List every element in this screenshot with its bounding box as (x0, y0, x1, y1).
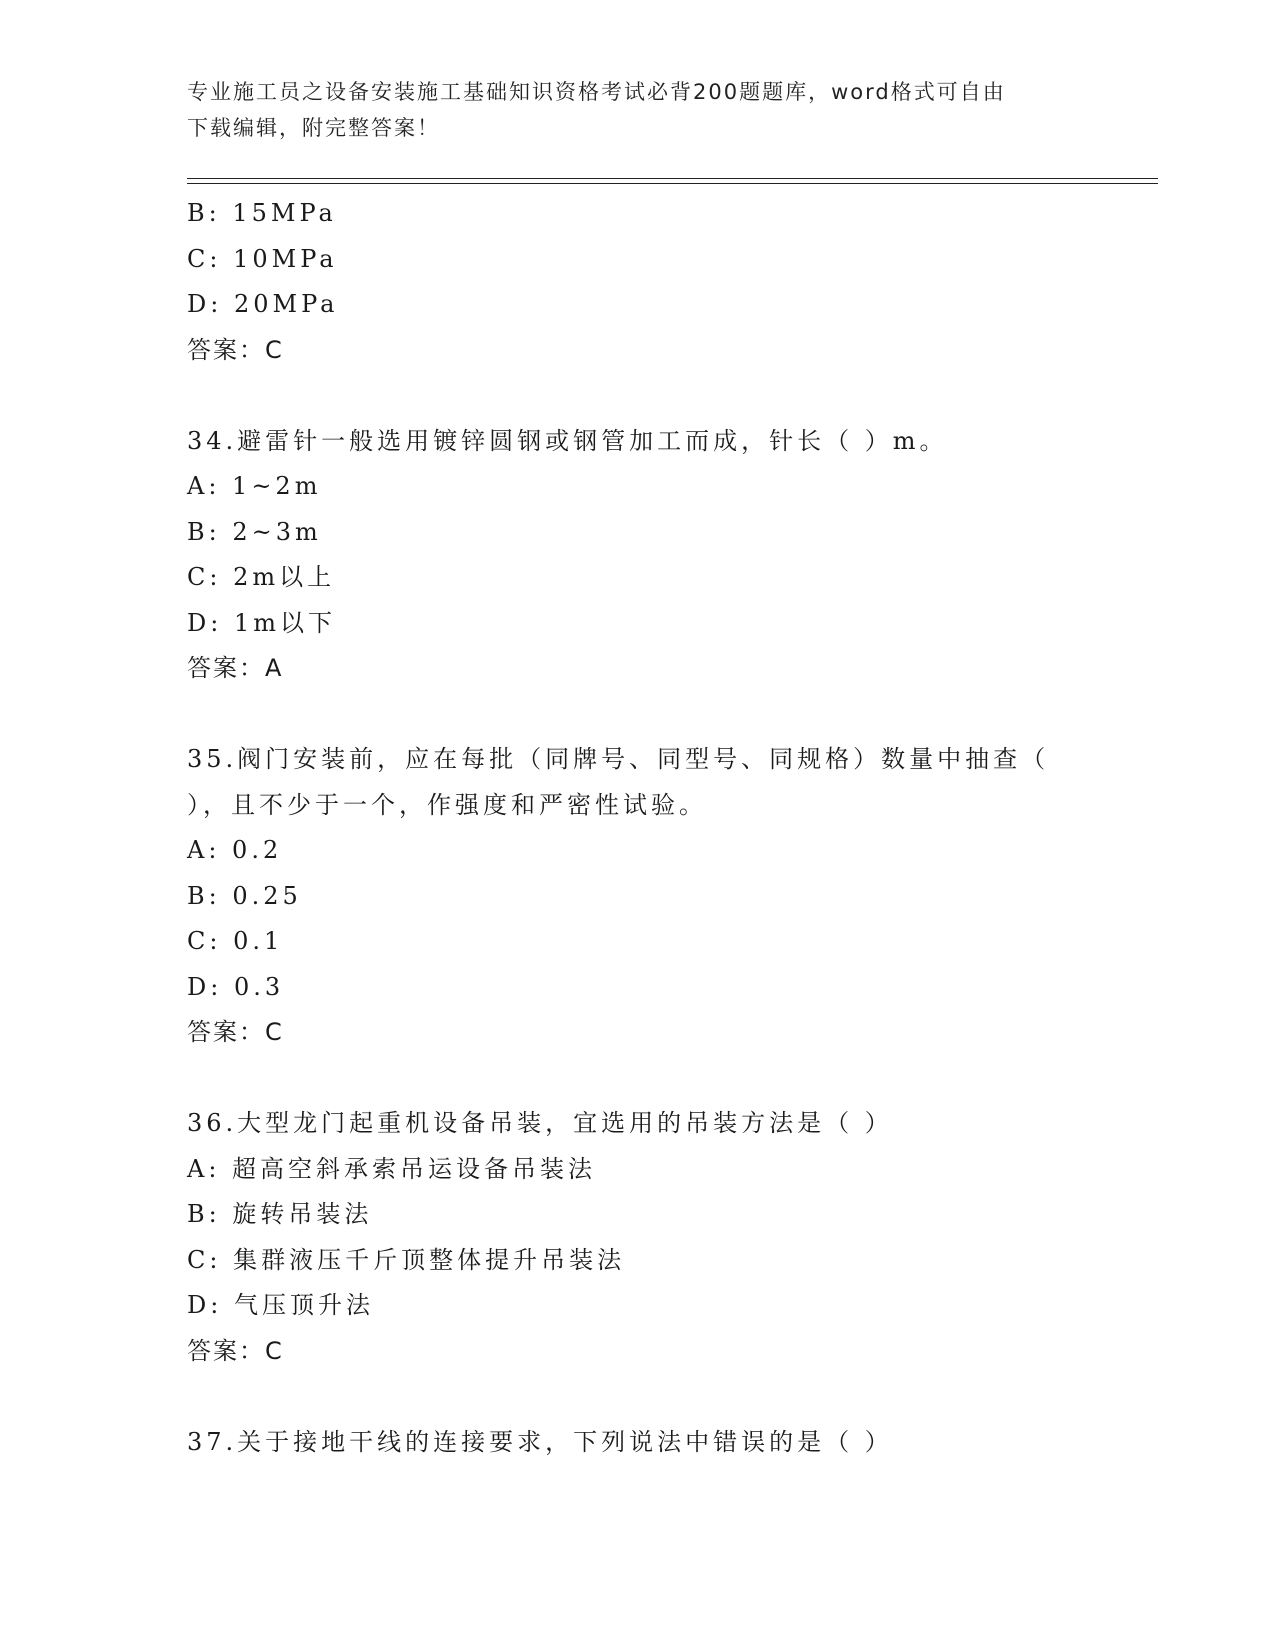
question-stem: 34.避雷针一般选用镀锌圆钢或钢管加工而成，针长（ ）m。 (187, 426, 948, 455)
header-divider-bottom (187, 183, 1158, 184)
option-b: B: 旋转吊装法 (187, 1200, 373, 1228)
option-a: A: 超高空斜承索吊运设备吊装法 (187, 1154, 597, 1183)
option-b: B: 0.25 (187, 881, 302, 910)
option-d: D: 20MPa (187, 290, 339, 318)
document-header (187, 74, 1077, 146)
header-line-2: 下载编辑，附完整答案！ (187, 116, 440, 140)
answer-line: 答案：C (187, 335, 284, 364)
header-divider-top (187, 178, 1158, 179)
answer-line: 答案：A (187, 654, 284, 682)
answer-line: 答案：C (187, 1018, 284, 1046)
question-33-tail (187, 191, 1087, 373)
question-stem-line-1: 35.阀门安装前，应在每批（同牌号、同型号、同规格）数量中抽查（ (187, 745, 1050, 773)
question-34 (187, 419, 1087, 692)
question-stem: 36.大型龙门起重机设备吊装，宜选用的吊装方法是（ ） (187, 1109, 893, 1137)
question-35 (187, 737, 1087, 1056)
question-list (187, 191, 1087, 1465)
question-37 (187, 1420, 1087, 1466)
question-stem: 37.关于接地干线的连接要求，下列说法中错误的是（ ） (187, 1427, 893, 1456)
option-c: C: 集群液压千斤顶整体提升吊装法 (187, 1245, 626, 1274)
option-d: D: 1m以下 (187, 608, 336, 637)
option-c: C: 10MPa (187, 244, 338, 273)
option-a: A: 0.2 (187, 836, 283, 864)
question-stem-line-2: ），且不少于一个，作强度和严密性试验。 (187, 790, 707, 819)
answer-line: 答案：C (187, 1336, 284, 1365)
option-d: D: 0.3 (187, 972, 285, 1001)
option-c: C: 2m以上 (187, 563, 336, 591)
option-c: C: 0.1 (187, 927, 284, 955)
spacer (187, 1056, 1087, 1102)
spacer (187, 1374, 1087, 1420)
spacer (187, 373, 1087, 419)
option-d: D: 气压顶升法 (187, 1291, 374, 1319)
header-line-1: 专业施工员之设备安装施工基础知识资格考试必背200题题库，word格式可自由 (187, 80, 1006, 104)
option-a: A: 1~2m (187, 472, 322, 500)
spacer (187, 692, 1087, 738)
option-b: B: 15MPa (187, 199, 337, 227)
question-36 (187, 1101, 1087, 1374)
option-b: B: 2~3m (187, 517, 322, 546)
